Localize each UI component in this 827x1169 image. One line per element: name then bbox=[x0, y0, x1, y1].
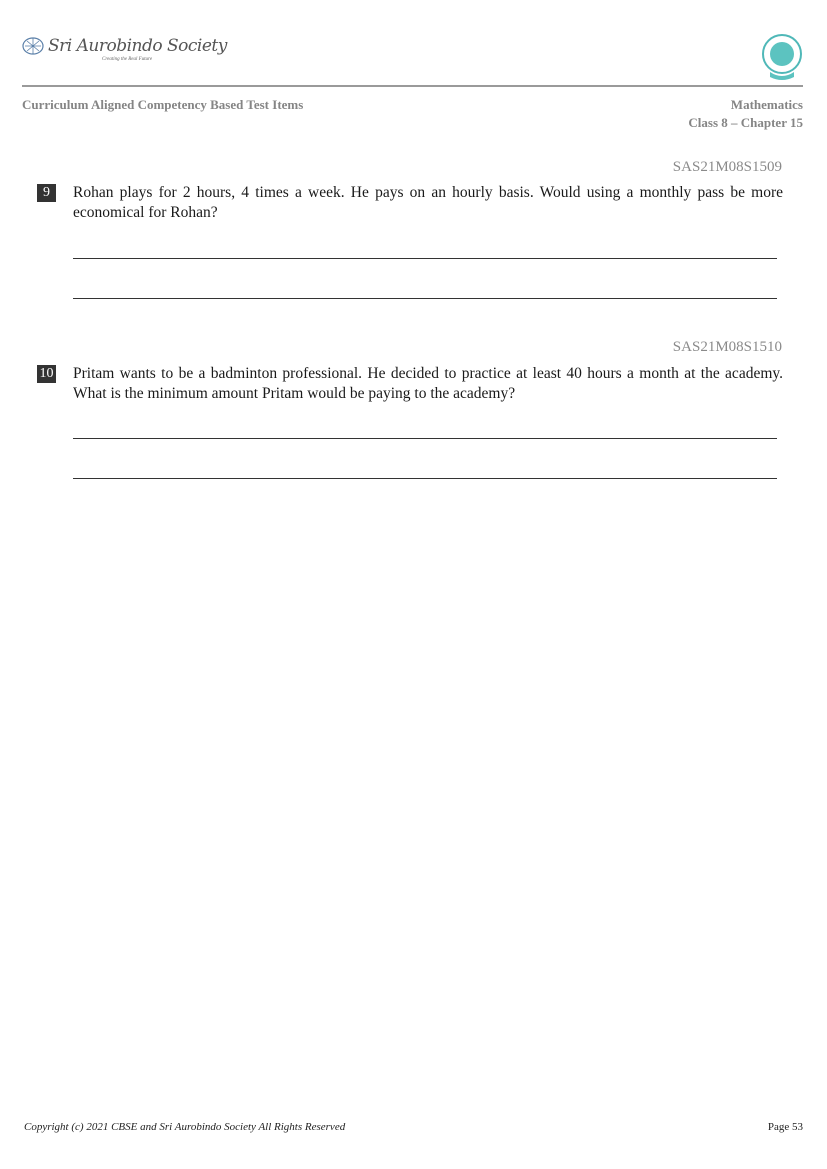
answer-line[interactable] bbox=[73, 478, 777, 479]
question-number: 10 bbox=[37, 365, 56, 383]
sri-aurobindo-society-logo bbox=[22, 36, 227, 62]
globe-icon bbox=[22, 37, 44, 55]
question-code: SAS21M08S1509 bbox=[672, 159, 782, 175]
page-number: Page 53 bbox=[767, 1121, 803, 1133]
logo-tagline: Creating the Real Future bbox=[102, 57, 153, 62]
logo-text: Sri Aurobindo Society bbox=[48, 36, 227, 56]
header-divider bbox=[22, 85, 803, 87]
document-title: Curriculum Aligned Competency Based Test Items bbox=[22, 97, 304, 112]
answer-line[interactable] bbox=[73, 258, 777, 259]
question-text: Pritam wants to be a badminton professional. He decided to practice at least 40 hours a month at the academy. What is the minimum amount Pritam would be paying to the academy? bbox=[73, 365, 783, 402]
class-chapter-label: Class 8 – Chapter 15 bbox=[688, 115, 803, 130]
cbse-emblem-icon bbox=[760, 34, 804, 82]
question-code: SAS21M08S1510 bbox=[672, 339, 782, 355]
answer-line[interactable] bbox=[73, 298, 777, 299]
subject-label: Mathematics bbox=[730, 97, 803, 112]
answer-line[interactable] bbox=[73, 438, 777, 439]
question-text: Rohan plays for 2 hours, 4 times a week. He pays on an hourly basis. Would using a monthly pass be more economical for Rohan? bbox=[73, 184, 783, 221]
question-number: 9 bbox=[37, 184, 56, 202]
copyright-notice: Copyright (c) 2021 CBSE and Sri Aurobindo Society All Rights Reserved bbox=[24, 1121, 346, 1133]
